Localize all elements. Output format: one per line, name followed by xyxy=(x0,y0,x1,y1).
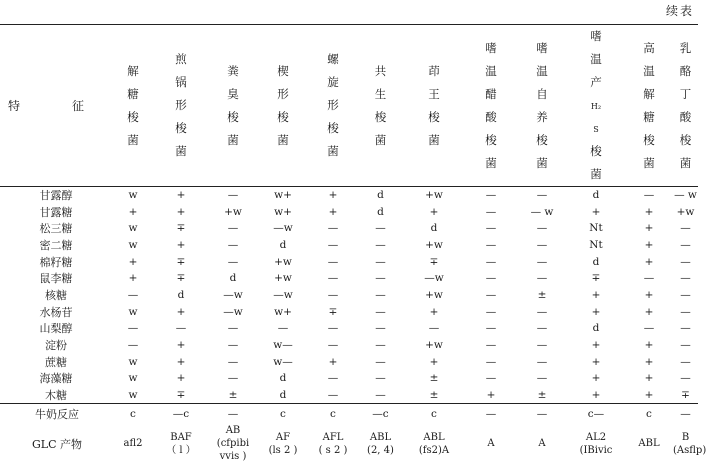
column-header: 煎锅形梭菌 xyxy=(175,52,187,158)
table-cell: + xyxy=(625,387,673,404)
table-cell: w xyxy=(128,222,138,235)
table-cell: — xyxy=(536,222,548,235)
column-header: 嗜温醋酸梭菌 xyxy=(485,40,497,170)
table-cell: ∓ xyxy=(591,272,601,285)
table-cell: + xyxy=(176,372,186,385)
table-cell: — xyxy=(536,255,548,268)
table-cell: ∓ xyxy=(429,255,439,268)
table-cell: ∓ xyxy=(154,387,208,404)
table-cell: — xyxy=(375,222,386,235)
table-row xyxy=(0,187,698,204)
milk-reaction-row xyxy=(0,403,698,424)
table-cell: ± xyxy=(537,288,547,301)
table-cell: — xyxy=(680,355,691,368)
table-cell: — xyxy=(485,272,497,285)
table-cell: + xyxy=(591,205,601,218)
table-cell: — xyxy=(375,355,386,368)
table-row xyxy=(0,303,698,320)
row-feature: 核糖 xyxy=(45,288,67,302)
table-cell: — xyxy=(208,403,258,424)
table-cell: — xyxy=(485,372,497,385)
glc-cell: AL2 (IBivic xyxy=(579,431,613,456)
table-row xyxy=(0,253,698,270)
table-cell: + xyxy=(328,355,338,368)
row-feature: 棉籽糖 xyxy=(39,255,73,269)
table-cell: — xyxy=(485,339,497,352)
table-cell: — xyxy=(485,305,497,318)
table-cell: + xyxy=(176,339,186,352)
table-cell: w xyxy=(128,189,138,202)
table-cell: c xyxy=(403,403,465,424)
table-cell: Nt xyxy=(589,238,603,251)
table-cell: — w xyxy=(674,189,697,202)
table-cell: c xyxy=(258,403,308,424)
table-row xyxy=(0,370,698,387)
glc-cell: afl2 xyxy=(123,438,143,450)
column-header: 茚王梭菌 xyxy=(428,63,440,147)
row-feature: 海藻糖 xyxy=(39,372,73,386)
table-cell: d xyxy=(592,189,600,202)
table-cell: + xyxy=(128,272,138,285)
glc-cell: AF (ls 2 ) xyxy=(268,431,298,456)
table-row xyxy=(0,203,698,220)
table-cell: — w xyxy=(530,205,554,218)
row-feature: GLC 产物 xyxy=(31,437,82,451)
row-feature: 密二糖 xyxy=(39,238,73,252)
table-cell: d xyxy=(229,272,237,285)
table-cell: d xyxy=(592,322,600,335)
table-cell: + xyxy=(465,387,517,404)
table-cell: +w xyxy=(274,255,292,268)
table-cell: — xyxy=(680,255,691,268)
table-cell: — xyxy=(428,322,440,335)
glc-cell: AB (cfpibi vvis ) xyxy=(216,425,250,463)
column-header: 高温解糖梭菌 xyxy=(643,40,655,170)
table-cell: — xyxy=(375,339,386,352)
table-cell: + xyxy=(644,372,654,385)
table-cell: + xyxy=(429,355,439,368)
row-feature: 水杨苷 xyxy=(39,305,73,319)
table-cell: + xyxy=(176,189,186,202)
table-cell: c xyxy=(625,403,673,424)
table-cell: + xyxy=(644,355,654,368)
table-row xyxy=(0,353,698,370)
table-cell: + xyxy=(644,288,654,301)
row-feature: 鼠李糖 xyxy=(39,272,73,286)
table-cell: — xyxy=(485,222,497,235)
table-cell: +w xyxy=(425,238,443,251)
table-cell: +w xyxy=(274,272,292,285)
table-cell: ∓ xyxy=(673,387,698,404)
column-header xyxy=(567,25,625,187)
table-row xyxy=(0,320,698,337)
table-cell: — xyxy=(375,305,386,318)
table-cell: +w xyxy=(224,205,242,218)
table-cell: — xyxy=(536,272,548,285)
table-cell: — xyxy=(327,288,339,301)
table-cell: w xyxy=(128,372,138,385)
table-cell: — xyxy=(536,322,548,335)
table-cell: — xyxy=(536,339,548,352)
header-row xyxy=(0,25,698,187)
table-cell: +w xyxy=(676,205,695,218)
table-cell: + xyxy=(176,238,186,251)
table-cell: — xyxy=(536,238,548,251)
table-row xyxy=(0,337,698,354)
glc-cell: B (Asflp) xyxy=(673,431,706,456)
table-cell: w xyxy=(128,238,138,251)
table-cell: — xyxy=(643,322,655,335)
table-cell: w+ xyxy=(274,305,292,318)
table-cell: — xyxy=(485,288,497,301)
table-cell: d xyxy=(377,189,384,202)
row-feature: 蔗糖 xyxy=(45,355,67,369)
table-cell: — xyxy=(375,322,386,335)
table-row xyxy=(0,287,698,304)
continuation-label: 续表 xyxy=(665,4,694,18)
table-cell: + xyxy=(644,255,654,268)
table-cell: — xyxy=(227,355,239,368)
table-cell: — xyxy=(465,403,517,424)
table-cell: — xyxy=(227,372,239,385)
table-cell: + xyxy=(591,288,601,301)
table-cell: ± xyxy=(517,387,567,404)
table-cell: — xyxy=(227,189,239,202)
table-cell: — xyxy=(375,288,386,301)
table-cell: + xyxy=(567,387,625,404)
table-row xyxy=(0,270,698,287)
table-cell: — xyxy=(536,355,548,368)
table-cell: —w xyxy=(223,288,243,301)
column-header: 嗜温自养梭菌 xyxy=(536,40,548,170)
row-feature: 甘露糖 xyxy=(39,205,73,219)
row-feature: 淀粉 xyxy=(45,339,67,353)
table-cell: d xyxy=(258,387,308,404)
table-cell: c— xyxy=(567,403,625,424)
table-cell: d xyxy=(279,238,287,251)
table-cell: + xyxy=(176,355,186,368)
table-cell: —w xyxy=(273,222,293,235)
table-cell: — xyxy=(680,305,691,318)
glc-cell: ABL (fs2)A xyxy=(418,431,450,456)
table-cell: —c xyxy=(358,403,403,424)
table-cell: + xyxy=(591,372,601,385)
table-cell: + xyxy=(128,205,138,218)
table-cell: + xyxy=(328,205,338,218)
table-cell: — xyxy=(127,339,139,352)
table-cell: d xyxy=(430,222,438,235)
table-cell: — xyxy=(308,387,358,404)
column-header: 共生梭菌 xyxy=(374,63,387,147)
table-cell: d xyxy=(279,372,287,385)
column-header-part: 嗜温产 xyxy=(590,29,602,89)
table-cell: — xyxy=(277,322,289,335)
table-cell: c xyxy=(308,403,358,424)
table-cell: ∓ xyxy=(328,305,338,318)
glc-cell: BAF （ l ） xyxy=(166,431,196,456)
table-cell: ∓ xyxy=(176,255,186,268)
table-cell: — xyxy=(485,205,497,218)
column-header: 楔形梭菌 xyxy=(277,63,289,147)
table-cell: — xyxy=(485,238,497,251)
characteristics-table xyxy=(0,24,706,463)
table-cell: — xyxy=(327,372,339,385)
table-cell: — xyxy=(680,238,691,251)
table-cell: — xyxy=(536,189,548,202)
table-cell: +w xyxy=(425,288,443,301)
column-header-part: 梭菌 xyxy=(590,144,602,181)
table-cell: + xyxy=(429,205,439,218)
table-cell: + xyxy=(644,205,654,218)
table-cell: + xyxy=(128,255,138,268)
table-cell: — xyxy=(327,339,339,352)
table-cell: ∓ xyxy=(176,272,186,285)
column-header: 解糖梭菌 xyxy=(127,63,139,147)
column-header: 粪臭梭菌 xyxy=(227,63,239,147)
table-cell: + xyxy=(644,222,654,235)
glc-cell: AFL ( s 2 ) xyxy=(318,431,348,456)
table-cell: + xyxy=(591,355,601,368)
glc-products-row xyxy=(0,424,698,463)
row-feature: 山梨醇 xyxy=(39,322,73,336)
table-cell: — xyxy=(327,238,339,251)
row-feature: 松三糖 xyxy=(39,222,73,236)
table-cell: — xyxy=(673,403,698,424)
table-cell: Nt xyxy=(589,222,603,235)
table-cell: — xyxy=(227,339,239,352)
table-cell: w— xyxy=(273,339,293,352)
row-feature: 木糖 xyxy=(0,387,112,404)
table-cell: —w xyxy=(223,305,243,318)
table-cell: — xyxy=(375,372,386,385)
table-cell: + xyxy=(591,305,601,318)
table-cell: — xyxy=(227,322,239,335)
table-cell: d xyxy=(377,205,384,218)
table-cell: ± xyxy=(208,387,258,404)
table-cell: — xyxy=(375,272,386,285)
table-cell: — xyxy=(127,322,139,335)
table-cell: + xyxy=(644,238,654,251)
table-cell: — xyxy=(327,222,339,235)
column-header-subscript: H₂S xyxy=(590,102,602,134)
table-cell: w+ xyxy=(274,205,292,218)
table-cell: — xyxy=(536,372,548,385)
table-cell: + xyxy=(644,339,654,352)
table-cell: —w xyxy=(424,272,444,285)
table-cell: — xyxy=(680,222,691,235)
table-row xyxy=(0,387,698,404)
table-cell: d xyxy=(177,288,185,301)
table-cell: + xyxy=(429,305,439,318)
row-feature: 牛奶反应 xyxy=(0,403,112,424)
table-cell: c xyxy=(112,403,154,424)
table-cell: — xyxy=(485,355,497,368)
table-cell: + xyxy=(644,305,654,318)
table-cell: ± xyxy=(429,372,439,385)
table-cell: — xyxy=(227,255,239,268)
table-cell: w xyxy=(128,305,138,318)
table-cell: — xyxy=(485,322,497,335)
table-cell: — xyxy=(127,288,139,301)
table-cell: — xyxy=(680,288,691,301)
table-cell: — xyxy=(327,322,339,335)
table-row xyxy=(0,220,698,237)
table-cell: — xyxy=(358,387,403,404)
table-cell: ∓ xyxy=(176,222,186,235)
table-cell: — xyxy=(375,238,386,251)
table-cell: w+ xyxy=(274,189,292,202)
table-cell: + xyxy=(176,205,186,218)
table-cell: + xyxy=(176,305,186,318)
table-cell: — xyxy=(643,189,655,202)
table-cell: — xyxy=(485,189,497,202)
table-cell: — xyxy=(536,305,548,318)
table-cell: — xyxy=(680,272,691,285)
table-cell: — xyxy=(375,255,386,268)
table-cell: —w xyxy=(273,288,293,301)
table-cell: w xyxy=(128,355,138,368)
table-cell: — xyxy=(175,322,187,335)
table-cell: — xyxy=(485,255,497,268)
table-cell: — xyxy=(680,339,691,352)
glc-cell: A xyxy=(538,438,546,450)
table-cell: ± xyxy=(403,387,465,404)
table-cell: — xyxy=(517,403,567,424)
table-cell: + xyxy=(328,189,338,202)
table-cell: d xyxy=(592,255,600,268)
table-cell: —c xyxy=(154,403,208,424)
table-row xyxy=(0,237,698,254)
table-cell: w— xyxy=(273,355,293,368)
table-cell: + xyxy=(591,339,601,352)
table-cell: w xyxy=(112,387,154,404)
table-cell: — xyxy=(227,238,239,251)
column-header: 螺旋形梭菌 xyxy=(327,52,339,158)
table-cell: — xyxy=(680,322,691,335)
row-feature: 甘露醇 xyxy=(39,189,73,203)
table-cell: +w xyxy=(425,189,443,202)
glc-cell: ABL (2, 4) xyxy=(367,431,394,456)
table-cell: — xyxy=(327,255,339,268)
glc-cell: A xyxy=(487,438,495,450)
table-cell: — xyxy=(680,372,691,385)
column-header: 乳酪丁酸梭菌 xyxy=(679,40,692,170)
glc-cell: ABL xyxy=(638,438,660,450)
table-cell: +w xyxy=(425,339,443,352)
table-cell: — xyxy=(327,272,339,285)
feature-header: 特 征 xyxy=(7,99,104,113)
table-cell: — xyxy=(227,222,239,235)
table-cell: — xyxy=(643,272,655,285)
